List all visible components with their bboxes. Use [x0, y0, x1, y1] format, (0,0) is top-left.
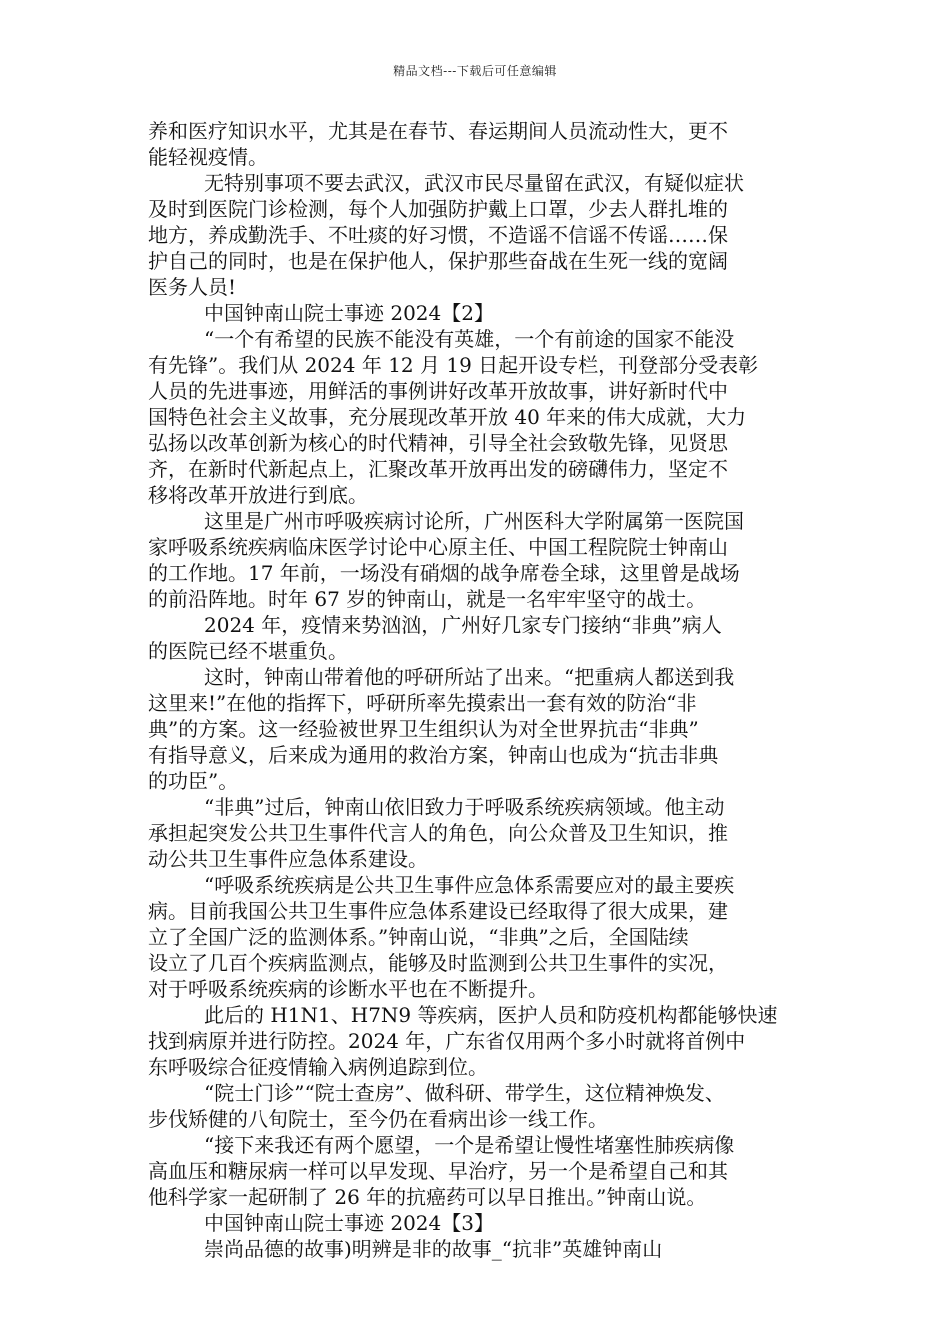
- text-line: 此后的 H1N1、H7N9 等疾病，医护人员和防疫机构都能够快速: [204, 1003, 778, 1027]
- text-line: 2024 年，疫情来势汹汹，广州好几家专门接纳“非典”病人: [204, 613, 722, 637]
- text-line: 国特色社会主义故事，充分展现改革开放 40 年来的伟大成就，大力: [148, 405, 747, 429]
- text-line: 找到病原并进行防控。2024 年，广东省仅用两个多小时就将首例中: [148, 1029, 746, 1053]
- text-line: 弘扬以改革创新为核心的时代精神，引导全社会致敬先锋，见贤思: [148, 431, 728, 455]
- document-body: [148, 118, 808, 1262]
- text-line: “非典”过后，钟南山依旧致力于呼吸系统疾病领域。他主动: [204, 795, 725, 819]
- text-line: 这里是广州市呼吸疾病讨论所，广州医科大学附属第一医院国: [204, 509, 744, 533]
- text-line: 的前沿阵地。时年 67 岁的钟南山，就是一名牢牢坚守的战士。: [148, 587, 707, 611]
- text-line: 移将改革开放进行到底。: [148, 483, 368, 507]
- text-line: 人员的先进事迹，用鲜活的事例讲好改革开放故事，讲好新时代中: [148, 379, 728, 403]
- text-line: 这里来!”在他的指挥下，呼研所率先摸索出一套有效的防治“非: [148, 691, 697, 715]
- text-line: “一个有希望的民族不能没有英雄，一个有前途的国家不能没: [204, 327, 735, 351]
- text-line: 对于呼吸系统疾病的诊断水平也在不断提升。: [148, 977, 548, 1001]
- text-line: 护自己的同时，也是在保护他人，保护那些奋战在生死一线的宽阔: [148, 249, 728, 273]
- text-line: 承担起突发公共卫生事件代言人的角色，向公众普及卫生知识，推: [148, 821, 728, 845]
- text-line: 的工作地。17 年前，一场没有硝烟的战争席卷全球，这里曾是战场: [148, 561, 740, 585]
- text-line: 能轻视疫情。: [148, 145, 268, 169]
- text-line: 病。目前我国公共卫生事件应急体系建设已经取得了很大成果，建: [148, 899, 728, 923]
- text-line: 无特别事项不要去武汉，武汉市民尽量留在武汉，有疑似症状: [204, 171, 744, 195]
- text-line: 高血压和糖尿病一样可以早发现、早治疗，另一个是希望自己和其: [148, 1159, 728, 1183]
- text-line: “院士门诊”“院士查房”、做科研、带学生，这位精神焕发、: [204, 1081, 725, 1105]
- page-header: 精品文档---下载后可任意编辑: [393, 64, 557, 78]
- text-line: 这时，钟南山带着他的呼研所站了出来。“把重病人都送到我: [204, 665, 735, 689]
- text-line: 崇尚品德的故事)明辨是非的故事_“抗非”英雄钟南山: [204, 1237, 663, 1261]
- text-line: 医务人员!: [148, 275, 237, 299]
- text-line: 立了全国广泛的监测体系。”钟南山说，“非典”之后，全国陆续: [148, 925, 689, 949]
- text-line: 及时到医院门诊检测，每个人加强防护戴上口罩，少去人群扎堆的: [148, 197, 728, 221]
- text-line: 东呼吸综合征疫情输入病例追踪到位。: [148, 1055, 488, 1079]
- text-line: 典”的方案。这一经验被世界卫生组织认为对全世界抗击“非典”: [148, 717, 699, 741]
- text-line: 步伐矫健的八旬院士，至今仍在看病出诊一线工作。: [148, 1107, 608, 1131]
- text-line: 有先锋”。我们从 2024 年 12 月 19 日起开设专栏，刊登部分受表彰: [148, 353, 759, 377]
- text-line: 的功臣”。: [148, 769, 239, 793]
- text-line: 养和医疗知识水平，尤其是在春节、春运期间人员流动性大，更不: [148, 119, 728, 143]
- text-line: 他科学家一起研制了 26 年的抗癌药可以早日推出。”钟南山说。: [148, 1185, 707, 1209]
- text-line: 动公共卫生事件应急体系建设。: [148, 847, 428, 871]
- text-line: “接下来我还有两个愿望，一个是希望让慢性堵塞性肺疾病像: [204, 1133, 735, 1157]
- text-line: 齐，在新时代新起点上，汇聚改革开放再出发的磅礴伟力，坚定不: [148, 457, 728, 481]
- text-line: 地方，养成勤洗手、不吐痰的好习惯，不造谣不信谣不传谣……保: [148, 223, 728, 247]
- text-line: “呼吸系统疾病是公共卫生事件应急体系需要应对的最主要疾: [204, 873, 735, 897]
- text-line: 设立了几百个疾病监测点，能够及时监测到公共卫生事件的实况，: [148, 951, 728, 975]
- text-line: 中国钟南山院士事迹 2024【3】: [204, 1211, 494, 1235]
- text-line: 有指导意义，后来成为通用的救治方案，钟南山也成为“抗击非典: [148, 743, 719, 767]
- text-line: 家呼吸系统疾病临床医学讨论中心原主任、中国工程院院士钟南山: [148, 535, 728, 559]
- text-line: 中国钟南山院士事迹 2024【2】: [204, 301, 494, 325]
- text-line: 的医院已经不堪重负。: [148, 639, 348, 663]
